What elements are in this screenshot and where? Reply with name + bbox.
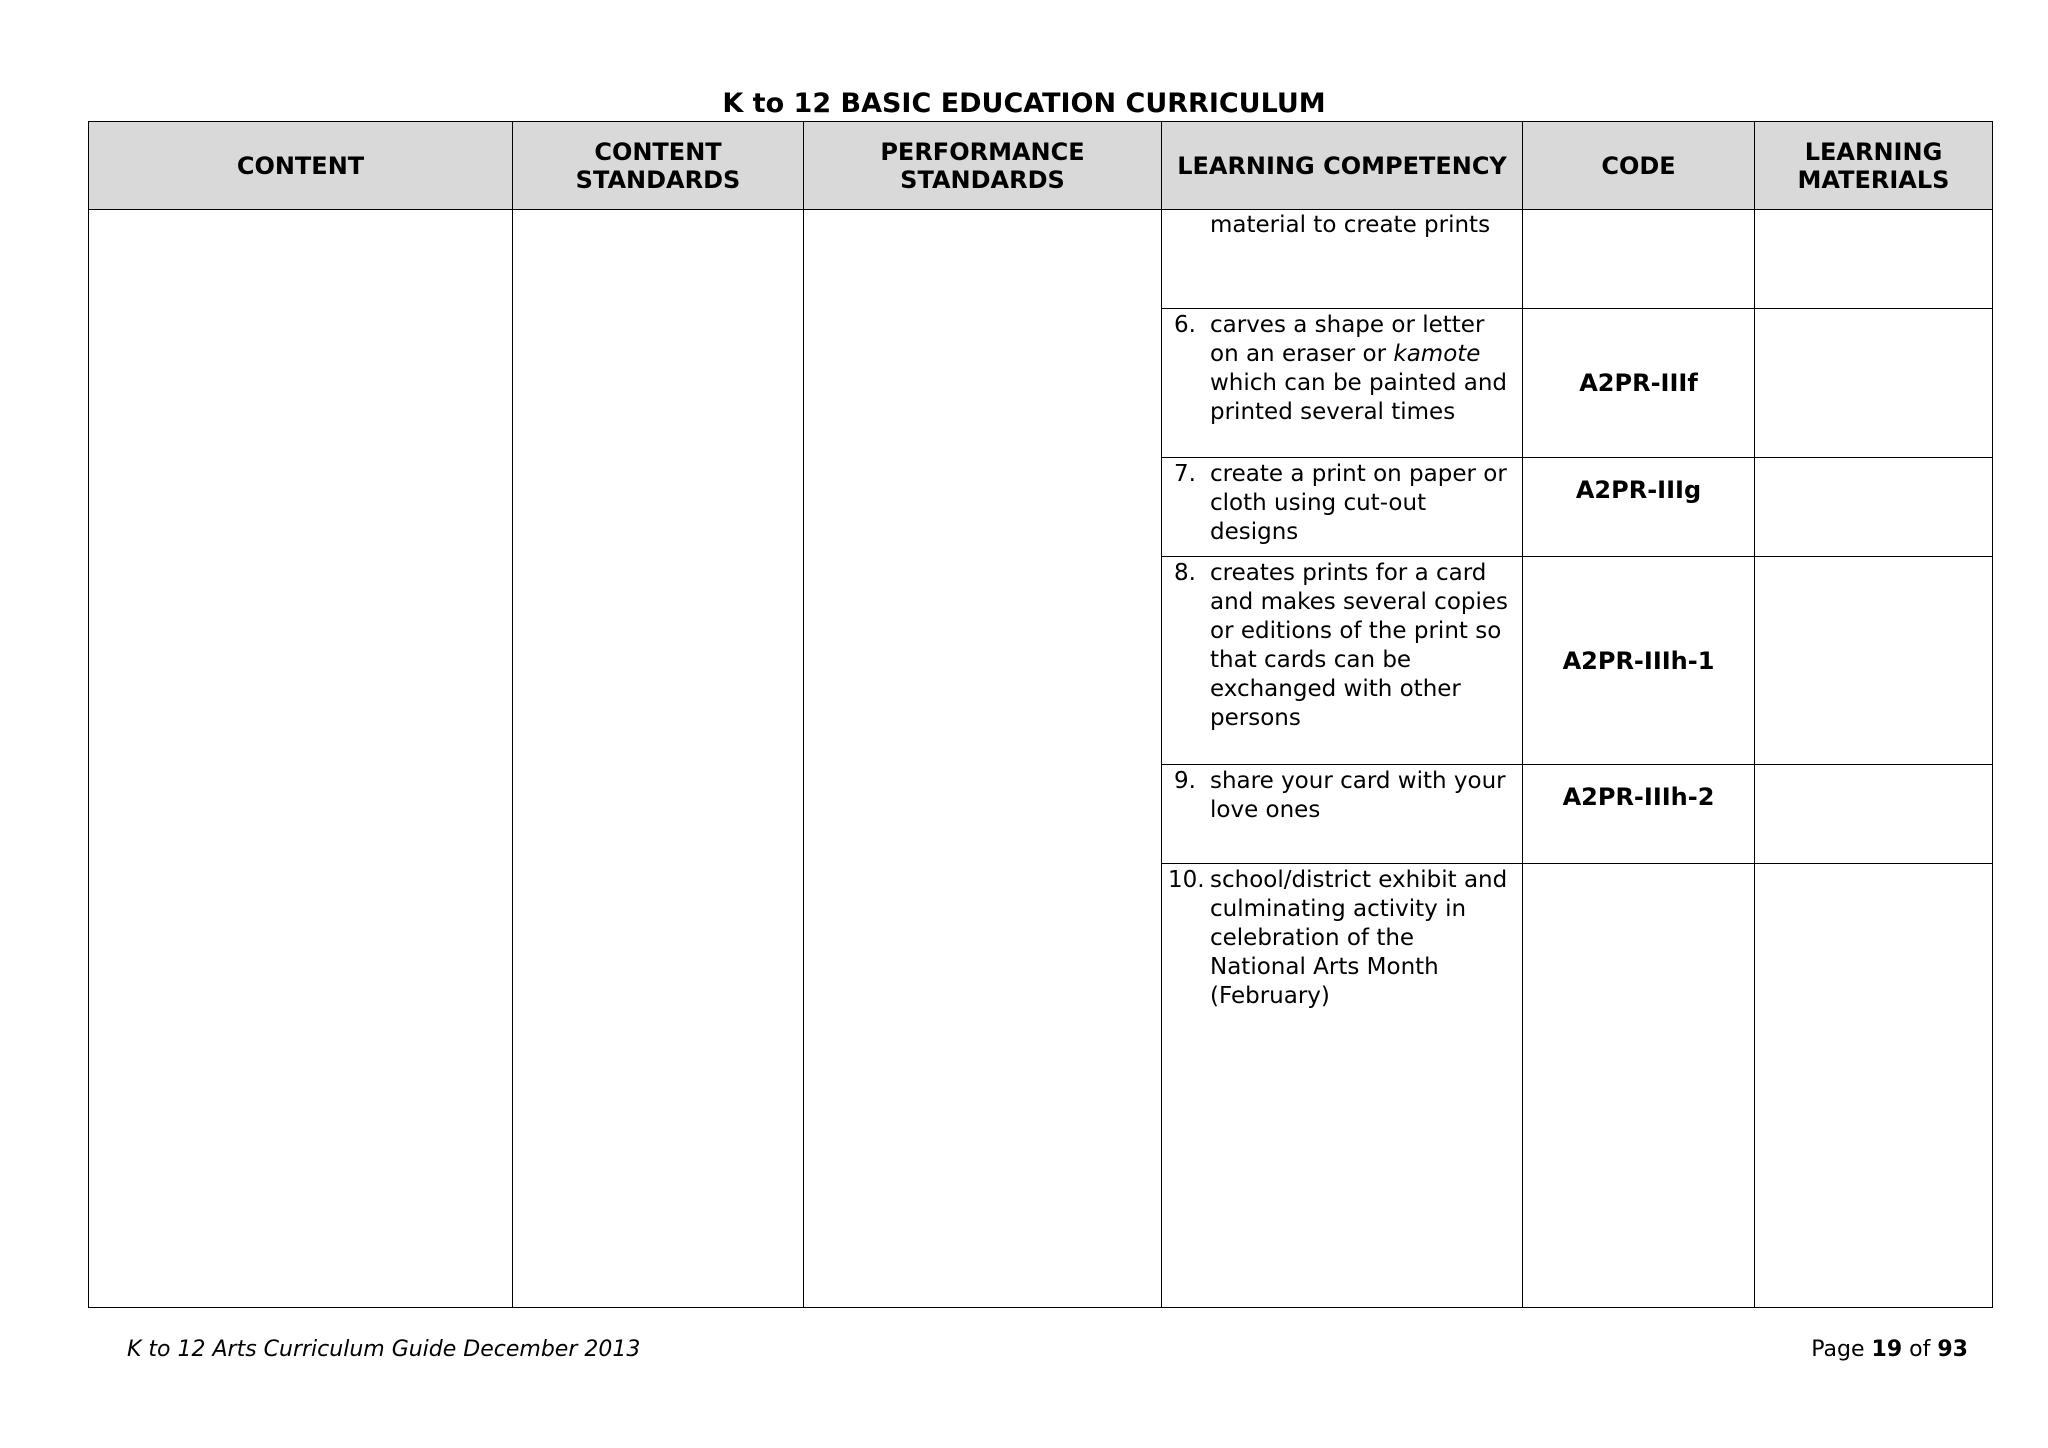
page-total: 93 (1937, 1337, 1968, 1362)
document-title: K to 12 BASIC EDUCATION CURRICULUM (722, 88, 1326, 119)
competency-text: material to create prints (1210, 212, 1491, 238)
page-number: Page 19 of 93 (1811, 1337, 1968, 1362)
materials-cell (1755, 309, 1993, 458)
competency-cell (1162, 458, 1523, 557)
competency-text: creates prints for a card and makes several copies or editions of the print so that cards can be exchanged with other persons (1210, 560, 1509, 731)
code-cell (1523, 210, 1755, 309)
competency-number: 9. (1174, 768, 1196, 794)
header-content: CONTENT (89, 122, 513, 210)
header-content-standards: CONTENT STANDARDS (513, 122, 804, 210)
header-learning-competency: LEARNING COMPETENCY (1162, 122, 1523, 210)
competency-number: 6. (1174, 312, 1196, 338)
competency-number: 8. (1174, 560, 1196, 586)
footer-guide-title: K to 12 Arts Curriculum Guide December 2013 (127, 1337, 641, 1362)
competency-number: 7. (1174, 461, 1196, 487)
materials-cell (1755, 458, 1993, 557)
competency-text: create a print on paper or cloth using cut-out designs (1210, 461, 1507, 545)
content-standards-cell (513, 210, 804, 1308)
materials-cell (1755, 210, 1993, 309)
header-performance-standards: PERFORMANCE STANDARDS (804, 122, 1162, 210)
competency-text: school/district exhibit and culminating activity in celebration of the National Arts Month (February) (1210, 867, 1508, 1009)
materials-cell (1755, 765, 1993, 864)
content-cell (89, 210, 513, 1308)
competency-text: carves a shape or letter on an eraser or kamote which can be painted and printed several times (1210, 312, 1508, 425)
competency-cell (1162, 309, 1523, 458)
page-current: 19 (1871, 1337, 1903, 1362)
code-cell (1523, 864, 1755, 1308)
code-cell: A2PR-IIIh-1 (1523, 557, 1755, 765)
competency-text: share your card with your love ones (1210, 768, 1506, 823)
header-row (89, 122, 1993, 210)
code-cell: A2PR-IIIh-2 (1523, 765, 1755, 864)
code-cell: A2PR-IIIf (1523, 309, 1755, 458)
header-learning-materials: LEARNING MATERIALS (1755, 122, 1993, 210)
table-row (89, 210, 1993, 309)
materials-cell (1755, 557, 1993, 765)
header-code: CODE (1523, 122, 1755, 210)
competency-cell (1162, 765, 1523, 864)
competency-number: 10. (1168, 867, 1205, 893)
competency-cell (1162, 864, 1523, 1308)
curriculum-table (88, 121, 1993, 1308)
competency-cell (1162, 557, 1523, 765)
code-cell: A2PR-IIIg (1523, 458, 1755, 557)
performance-standards-cell (804, 210, 1162, 1308)
materials-cell (1755, 864, 1993, 1308)
competency-cell (1162, 210, 1523, 309)
